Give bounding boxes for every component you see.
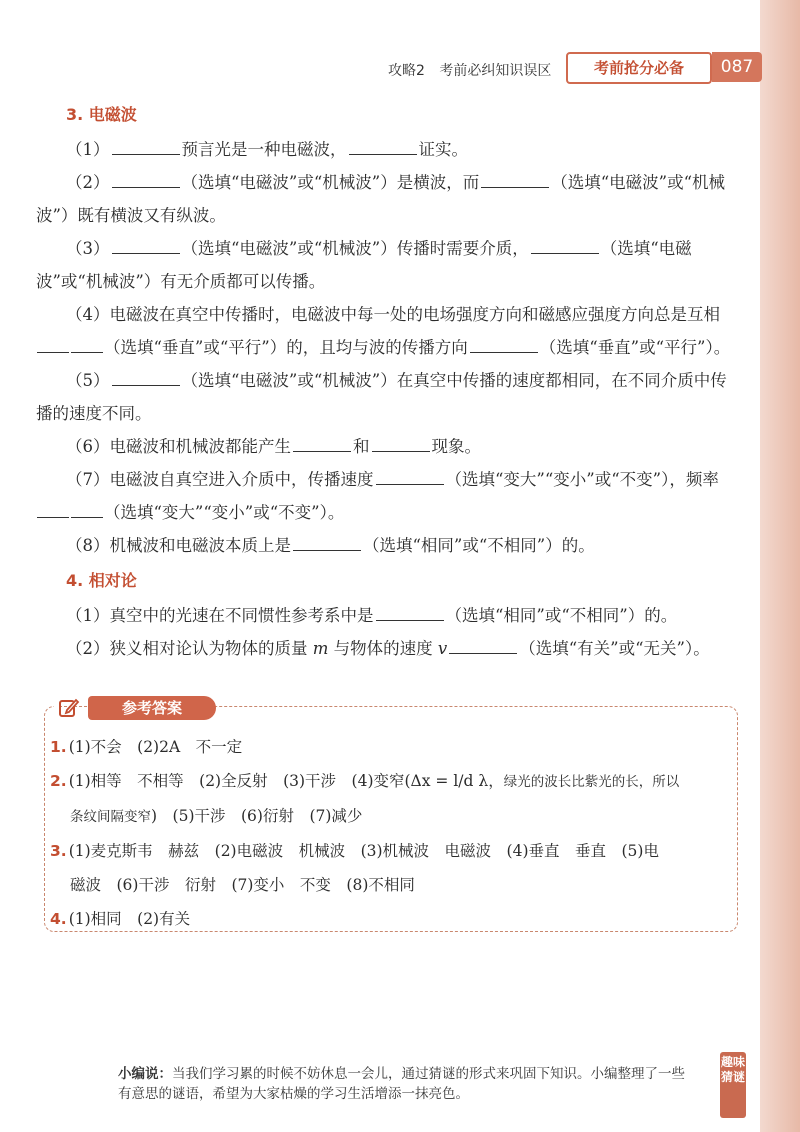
editor-note — [118, 1064, 698, 1104]
answer-blank[interactable] — [37, 499, 69, 518]
question-3-7: （7）电磁波自真空进入介质中，传播速度 （选填“变大”“变小”或“不变”），频率（选填“变大”“变小”或“不变”）。 — [36, 463, 736, 529]
answer-2-cont: 条纹间隔变窄) (5)干涉 (6)衍射 (7)减少 — [70, 807, 363, 825]
answer-blank[interactable] — [37, 334, 69, 353]
answer-blank[interactable] — [449, 635, 517, 654]
question-3-1: （1） 预言光是一种电磁波， 证实。 — [36, 133, 736, 166]
answer-blank[interactable] — [112, 235, 180, 254]
answer-2: 2. (1)相等 不相等 (2)全反射 (3)干涉 (4)变窄(Δx = l/d λ，绿光的波长比紫光的长，所以 — [50, 772, 680, 790]
answer-blank[interactable] — [112, 367, 180, 386]
answer-blank[interactable] — [372, 433, 430, 452]
answer-box-tab — [54, 694, 182, 722]
section-4-title: 4. 相对论 — [66, 571, 137, 590]
main-content — [36, 100, 736, 665]
answer-1: 1. (1)不会 (2)2A 不一定 — [50, 738, 243, 756]
answer-box-label: 参考答案 — [88, 696, 216, 720]
answer-blank[interactable] — [71, 334, 103, 353]
breadcrumb-chapter: 攻略2 — [388, 63, 425, 79]
answer-blank[interactable] — [376, 466, 444, 485]
answer-3-cont: 磁波 (6)干涉 衍射 (7)变小 不变 (8)不相同 — [70, 876, 415, 894]
page-edge-strip — [760, 0, 800, 1132]
question-3-5: （5） （选填“电磁波”或“机械波”）在真空中传播的速度都相同，在不同介质中传播的速度不同。 — [36, 364, 736, 430]
velocity-symbol: v — [437, 639, 448, 658]
answer-blank[interactable] — [71, 499, 103, 518]
answer-blank[interactable] — [112, 136, 180, 155]
breadcrumb — [388, 60, 551, 80]
header-tab: 考前抢分必备 — [566, 52, 712, 84]
answer-blank[interactable] — [481, 169, 549, 188]
question-4-1: （1）真空中的光速在不同惯性参考系中是 （选填“相同”或“不相同”）的。 — [36, 599, 736, 632]
question-3-2: （2） （选填“电磁波”或“机械波”）是横波，而 （选填“电磁波”或“机械波”）既有横波又有纵波。 — [36, 166, 736, 232]
pencil-note-icon — [58, 697, 80, 719]
answer-blank[interactable] — [293, 532, 361, 551]
question-3-3: （3） （选填“电磁波”或“机械波”）传播时需要介质， （选填“电磁波”或“机械波”）有无介质都可以传播。 — [36, 232, 736, 298]
page-number: 087 — [712, 52, 762, 82]
answer-blank[interactable] — [293, 433, 351, 452]
mass-symbol: m — [312, 639, 329, 658]
answer-4: 4. (1)相同 (2)有关 — [50, 910, 191, 928]
answer-blank[interactable] — [112, 169, 180, 188]
editor-note-text: 当我们学习累的时候不妨休息一会儿，通过猜谜的形式来巩固下知识。小编整理了一些有意思的谜语，希望为大家枯燥的学习生活增添一抹亮色。 — [118, 1066, 685, 1102]
answer-3: 3. (1)麦克斯韦 赫兹 (2)电磁波 机械波 (3)机械波 电磁波 (4)垂直 垂直 (5)电 — [50, 842, 659, 860]
question-3-8: （8）机械波和电磁波本质上是 （选填“相同”或“不相同”）的。 — [36, 529, 736, 562]
page-header — [388, 52, 760, 82]
question-4-2: （2）狭义相对论认为物体的质量 m 与物体的速度 v （选填“有关”或“无关”）。 — [36, 632, 736, 665]
section-3-title: 3. 电磁波 — [66, 105, 137, 124]
answer-list — [50, 730, 736, 936]
editor-note-lead: 小编说： — [118, 1066, 172, 1082]
answer-blank[interactable] — [470, 334, 538, 353]
riddle-badge: 趣味猜谜 — [720, 1052, 746, 1118]
answer-blank[interactable] — [349, 136, 417, 155]
answer-blank[interactable] — [531, 235, 599, 254]
question-3-6: （6）电磁波和机械波都能产生 和 现象。 — [36, 430, 736, 463]
answer-blank[interactable] — [376, 602, 444, 621]
question-3-4: （4）电磁波在真空中传播时，电磁波中每一处的电场强度方向和磁感应强度方向总是互相（选填“垂直”或“平行”）的，且均与波的传播方向 （选填“垂直”或“平行”）。 — [36, 298, 736, 364]
breadcrumb-title: 考前必纠知识误区 — [439, 63, 552, 79]
